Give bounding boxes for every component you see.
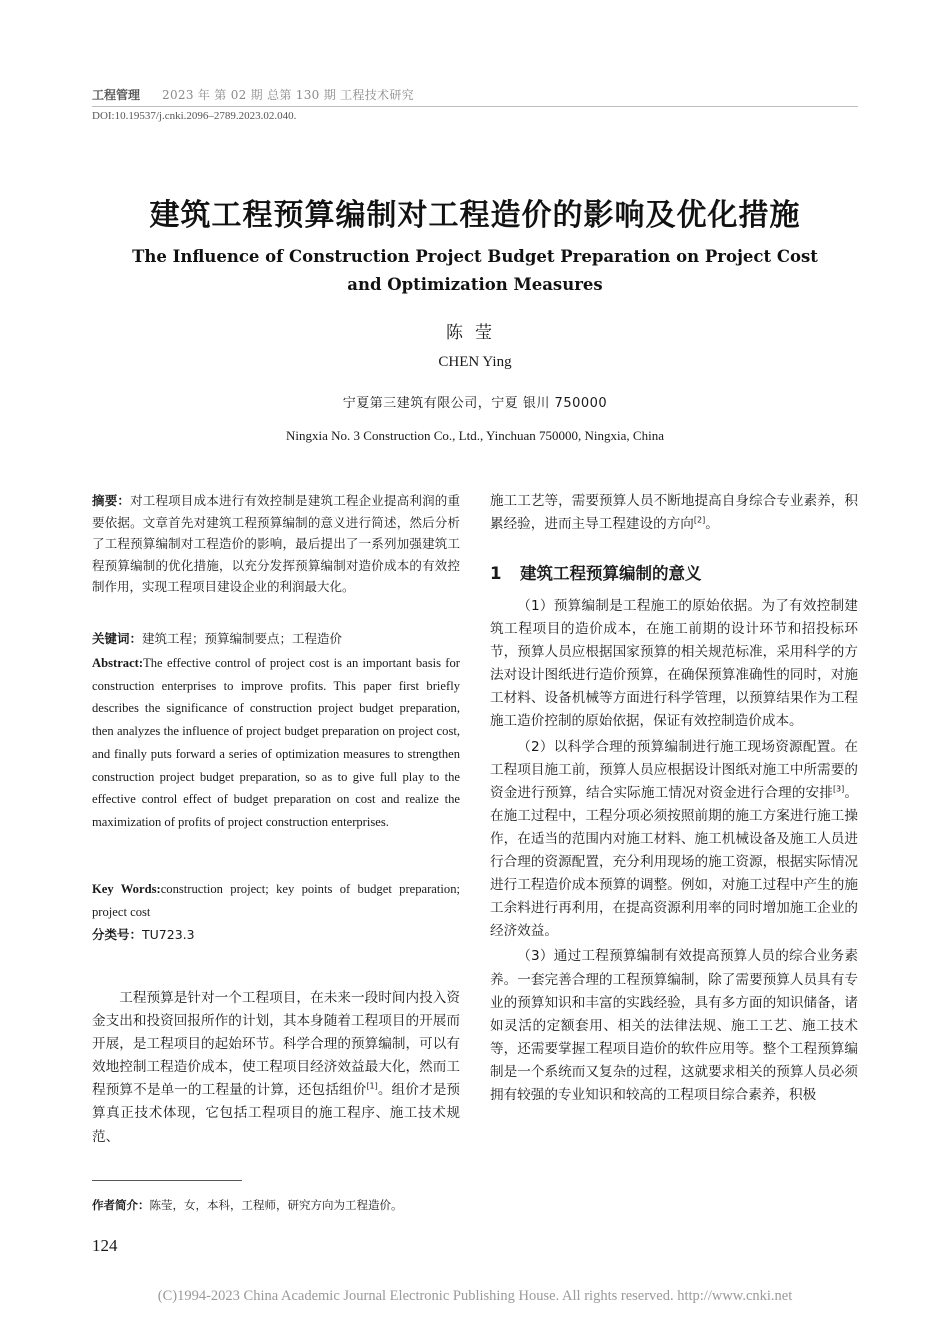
paragraph-1: （1）预算编制是工程施工的原始依据。为了有效控制建筑工程项目的造价成本，在施工前期的设计环节和招投标环节，预算人员应根据国家预算的相关规范标准，采用科学的方法对设计图纸进行造价预算，在确保预算准确性的同时，对施工材料、设备机械等方面进行科学管理，以预算结果作为工程施工造价控制的原始依据，保证有效控制造价成本。 xyxy=(490,598,858,730)
keywords-chinese xyxy=(92,628,460,649)
footnote-text: 陈莹，女，本科，工程师，研究方向为工程造价。 xyxy=(149,1198,403,1212)
section-title: 建筑工程预算编制的意义 xyxy=(520,564,702,583)
abstract-en-label: Abstract: xyxy=(92,656,144,670)
continuation-text-b: 。 xyxy=(705,516,719,533)
classification-code: TU723.3 xyxy=(142,927,195,942)
section-body xyxy=(490,595,858,1109)
issue-info: 2023 年 第 02 期 总第 130 期 工程技术研究 xyxy=(162,88,414,102)
keywords-english xyxy=(92,878,460,923)
doi[interactable]: DOI:10.19537/j.cnki.2096–2789.2023.02.040. xyxy=(92,110,297,122)
title-chinese: 建筑工程预算编制对工程造价的影响及优化措施 xyxy=(149,198,801,233)
section-heading xyxy=(490,560,858,584)
classification-label: 分类号： xyxy=(92,927,143,942)
intro-text-b: 。组价才是预算真正技术体现，它包括工程项目的施工程序、施工技术规范、 xyxy=(92,1082,461,1145)
page-number: 124 xyxy=(92,1236,118,1255)
intro-text-a: 工程预算是针对一个工程项目，在未来一段时间内投入资金支出和投资回报所作的计划，其本身随着工程项目的开展而开展，是工程项目的起始环节。科学合理的预算编制，可以有效地控制工程造价成本，使工程项目经济效益最大化，然而工程预算不是单一的工程量的计算，还包括组价 xyxy=(92,990,460,1099)
paragraph-2 xyxy=(490,736,858,944)
citation-1[interactable]: [1] xyxy=(366,1081,378,1091)
author-english: CHEN Ying xyxy=(438,354,512,370)
keywords-text: 建筑工程；预算编制要点；工程造价 xyxy=(142,631,343,646)
classification xyxy=(92,924,460,945)
intro-continuation xyxy=(490,490,858,536)
running-header xyxy=(92,86,414,103)
footnote-rule xyxy=(92,1180,242,1181)
abstract-label: 摘要： xyxy=(92,493,131,508)
abstract-english xyxy=(92,652,460,834)
abstract-en-text: The effective control of project cost is an important basis for construction enterprises to improve profits. This paper first briefly describes the significance of construction project budget preparation, then analyzes the influence of project budget preparation on project cost, and finally puts forward a series of optimization measures to strengthen construction project budget preparation, so as to give full play to the effective control effect of budget preparation on cost and realize the maximization of profits of project construction enterprises. xyxy=(92,656,460,829)
section-number: 1 xyxy=(490,564,502,583)
copyright-footer: (C)1994-2023 China Academic Journal Electronic Publishing House. All rights reserved. http://www.cnki.net xyxy=(157,1288,793,1304)
keywords-en-label: Key Words: xyxy=(92,882,161,896)
citation-3[interactable]: [3] xyxy=(832,784,845,794)
author-chinese: 陈莹 xyxy=(446,323,504,343)
intro-paragraph xyxy=(92,987,460,1149)
keywords-label: 关键词： xyxy=(92,631,143,646)
continuation-text-a: 施工工艺等，需要预算人员不断地提高自身综合专业素养，积累经验，进而主导工程建设的方向 xyxy=(490,493,858,533)
journal-name: 工程管理 xyxy=(92,88,141,102)
footnote-label: 作者简介： xyxy=(92,1198,150,1212)
paragraph-2-text-a: （2）以科学合理的预算编制进行施工现场资源配置。在工程项目施工前，预算人员应根据设计图纸对施工中所需要的资金进行预算，结合实际施工情况对资金进行合理的安排 xyxy=(490,738,858,801)
header-rule xyxy=(92,106,858,107)
keywords-en-text: construction project; key points of budget preparation; project cost xyxy=(92,882,460,919)
citation-2[interactable]: [2] xyxy=(693,515,706,525)
abstract-chinese xyxy=(92,490,460,598)
author-footnote xyxy=(92,1197,403,1213)
affiliation-chinese: 宁夏第三建筑有限公司，宁夏 银川 750000 xyxy=(342,396,608,411)
paragraph-3: （3）通过工程预算编制有效提高预算人员的综合业务素养。一套完善合理的工程预算编制，除了需要预算人员具有专业的预算知识和丰富的实践经验，具有多方面的知识储备，诸如灵活的定额套用、相关的法律法规、施工工艺、施工技术等，还需要掌握工程项目造价的软件应用等。整个工程预算编制是一个系统而又复杂的过程，这就要求相关的预算人员必须拥有较强的专业知识和较高的工程项目综合素养，积极 xyxy=(490,948,858,1103)
paragraph-2-text-b: 。在施工过程中，工程分项必须按照前期的施工方案进行施工操作，在适当的范围内对施工材料、施工机械设备及施工人员进行合理的资源配置，充分利用现场的施工资源，根据实际情况进行工程造价成本预算的调整。例如，对施工过程中产生的施工余料进行再利用，在提高资源利用率的同时增加施工企业的经济效益。 xyxy=(490,784,858,940)
abstract-text: 对工程项目成本进行有效控制是建筑工程企业提高利润的重要依据。文章首先对建筑工程预算编制的意义进行简述，然后分析了工程预算编制对工程造价的影响，最后提出了一系列加强建筑工程预算编制的优化措施，以充分发挥预算编制对造价成本的有效控制作用，实现工程项目建设企业的利润最大化。 xyxy=(92,493,460,595)
affiliation-english: Ningxia No. 3 Construction Co., Ltd., Yinchuan 750000, Ningxia, China xyxy=(286,428,664,443)
title-english: The Influence of Construction Project Budget Preparation on Project Cost and Optimization Measures xyxy=(132,247,818,294)
intro-continuation-paragraph xyxy=(490,490,858,536)
intro-section xyxy=(92,987,460,1149)
